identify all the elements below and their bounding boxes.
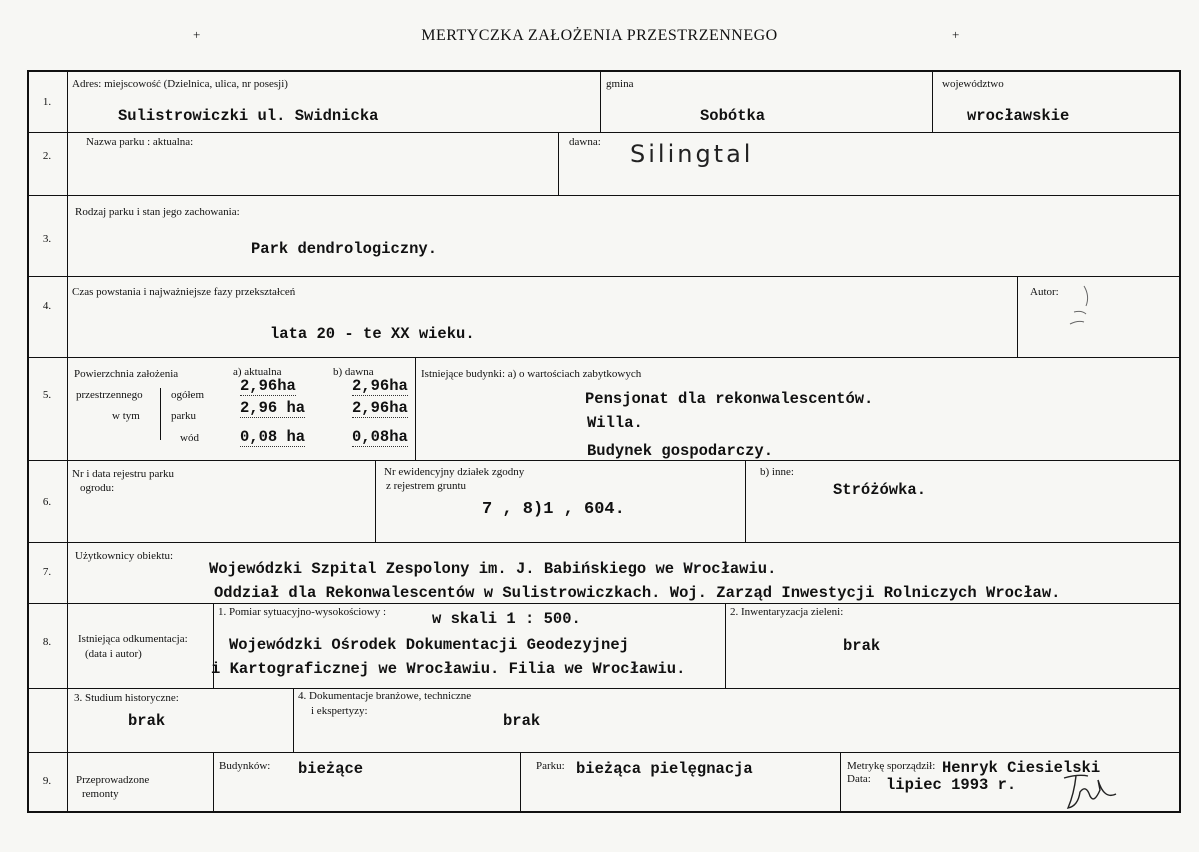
park-label: parku — [171, 410, 197, 422]
register-label-2: ogrodu: — [80, 482, 115, 494]
water-label: wód — [180, 432, 199, 444]
greenery-value: brak — [843, 637, 881, 655]
current-total-value: 2,96ha — [240, 377, 296, 395]
current-col-label: a) aktualna — [233, 366, 282, 378]
row-divider — [27, 752, 1181, 753]
current-park-value: 2,96 ha — [240, 399, 306, 417]
building-repairs-label: Budynków: — [219, 760, 271, 772]
signature — [1058, 770, 1124, 816]
voivodeship-label: województwo — [942, 78, 1004, 90]
col-divider — [745, 460, 746, 542]
docs-label-2: (data i autor) — [85, 648, 142, 660]
area-label-3: w tym — [112, 410, 140, 422]
former-water-value: 0,08ha — [352, 428, 408, 446]
address-label: Adres: miejscowość (Dzielnica, ulica, nr posesji) — [72, 78, 288, 90]
survey-line-2: i Kartograficznej we Wrocławiu. Filia we Wrocławiu. — [211, 660, 686, 678]
other-buildings-label: b) inne: — [760, 466, 794, 478]
row-divider — [27, 688, 1181, 689]
area-label-2: przestrzennego — [76, 389, 143, 401]
row-divider — [27, 276, 1181, 277]
col-divider — [840, 752, 841, 813]
row-number: 9. — [42, 775, 52, 787]
park-name-label: Nazwa parku : aktualna: — [86, 136, 194, 148]
date-label: Data: — [847, 773, 871, 785]
survey-label: 1. Pomiar sytuacyjno-wysokościowy : — [218, 606, 387, 618]
prepared-by-label: Metrykę sporządził: — [847, 760, 936, 772]
former-name-label: dawna: — [569, 136, 601, 148]
date-value: lipiec 1993 r. — [886, 776, 1017, 794]
area-label: Powierzchnia założenia — [74, 368, 179, 380]
former-col-label: b) dawna — [333, 366, 374, 378]
building-item: Pensjonat dla rekonwalescentów. — [585, 390, 874, 408]
park-repairs-label: Parku: — [536, 760, 565, 772]
total-label: ogółem — [171, 389, 204, 401]
row-number: 5. — [42, 389, 52, 401]
row-number: 3. — [42, 233, 52, 245]
former-name-value: Silingtal — [630, 140, 754, 168]
corner-mark-left: + — [193, 27, 201, 42]
current-water-value: 0,08 ha — [240, 428, 306, 446]
technical-docs-label: 4. Dokumentacje branżowe, techniczne — [298, 690, 472, 702]
col-divider — [213, 752, 214, 813]
corner-mark-right: + — [952, 27, 960, 42]
col-divider — [725, 603, 726, 688]
former-total-value: 2,96ha — [352, 377, 408, 395]
plots-label: Nr ewidencyjny działek zgodny — [384, 466, 525, 478]
park-repairs-value: bieżąca pielęgnacja — [576, 760, 753, 778]
row-number: 4. — [42, 300, 52, 312]
row-number: 6. — [42, 496, 52, 508]
col-divider — [160, 388, 161, 440]
address-value: Sulistrowiczki ul. Swidnicka — [118, 107, 379, 125]
plots-label-2: z rejestrem gruntu — [386, 480, 467, 492]
prepared-by-value: Henryk Ciesielski — [942, 759, 1101, 777]
col-divider — [375, 460, 376, 542]
history-study-label: 3. Studium historyczne: — [74, 692, 179, 704]
number-column-divider — [67, 70, 68, 813]
author-label: Autor: — [1030, 286, 1059, 298]
row-divider — [27, 132, 1181, 133]
other-buildings-value: Stróżówka. — [833, 481, 927, 499]
users-line-2: Oddział dla Rekonwalescentów w Sulistrowiczkach. Woj. Zarząd Inwestycji Rolniczych Wrocław. — [214, 584, 1061, 602]
pencil-scribble — [1060, 282, 1100, 332]
technical-docs-value: brak — [503, 712, 541, 730]
origin-label: Czas powstania i najważniejsze fazy przekształceń — [72, 286, 296, 298]
technical-docs-label-2: i ekspertyzy: — [311, 705, 368, 717]
col-divider — [293, 688, 294, 752]
col-divider — [600, 70, 601, 132]
row-number: 2. — [42, 150, 52, 162]
col-divider — [1017, 276, 1018, 357]
row-divider — [27, 542, 1181, 543]
gmina-value: Sobótka — [700, 107, 766, 125]
col-divider — [558, 132, 559, 195]
repairs-label-2: remonty — [82, 788, 119, 800]
buildings-label: Istniejące budynki: a) o wartościach zabytkowych — [421, 368, 642, 380]
col-divider — [415, 357, 416, 460]
building-item: Budynek gospodarczy. — [587, 442, 774, 460]
origin-value: lata 20 - te XX wieku. — [270, 325, 475, 343]
voivodeship-value: wrocławskie — [967, 107, 1070, 125]
survey-scale: w skali 1 : 500. — [432, 610, 581, 628]
plots-value: 7 , 8)1 , 604. — [482, 500, 625, 519]
users-label: Użytkownicy obiektu: — [75, 550, 174, 562]
col-divider — [520, 752, 521, 813]
park-type-value: Park dendrologiczny. — [251, 240, 438, 258]
row-divider — [27, 460, 1181, 461]
row-divider — [27, 357, 1181, 358]
page-title: MERTYCZKA ZAŁOŻENIA PRZESTRZENNEGO — [421, 27, 778, 44]
row-divider — [27, 195, 1181, 196]
history-study-value: brak — [128, 712, 166, 730]
survey-line-1: Wojewódzki Ośrodek Dokumentacji Geodezyjnej — [229, 636, 629, 654]
row-number: 7. — [42, 566, 52, 578]
building-item: Willa. — [587, 414, 643, 432]
former-park-value: 2,96ha — [352, 399, 408, 417]
greenery-label: 2. Inwentaryzacja zieleni: — [730, 606, 844, 618]
row-divider — [27, 603, 1181, 604]
row-number: 1. — [42, 96, 52, 108]
register-label: Nr i data rejestru parku — [72, 468, 175, 480]
park-type-label: Rodzaj parku i stan jego zachowania: — [75, 206, 240, 218]
building-repairs-value: bieżące — [298, 760, 364, 778]
users-line-1: Wojewódzki Szpital Zespolony im. J. Babińskiego we Wrocławiu. — [209, 560, 777, 578]
col-divider — [932, 70, 933, 132]
gmina-label: gmina — [606, 78, 634, 90]
repairs-label: Przeprowadzone — [76, 774, 150, 786]
docs-label: Istniejąca odkumentacja: — [78, 633, 188, 645]
row-number: 8. — [42, 636, 52, 648]
